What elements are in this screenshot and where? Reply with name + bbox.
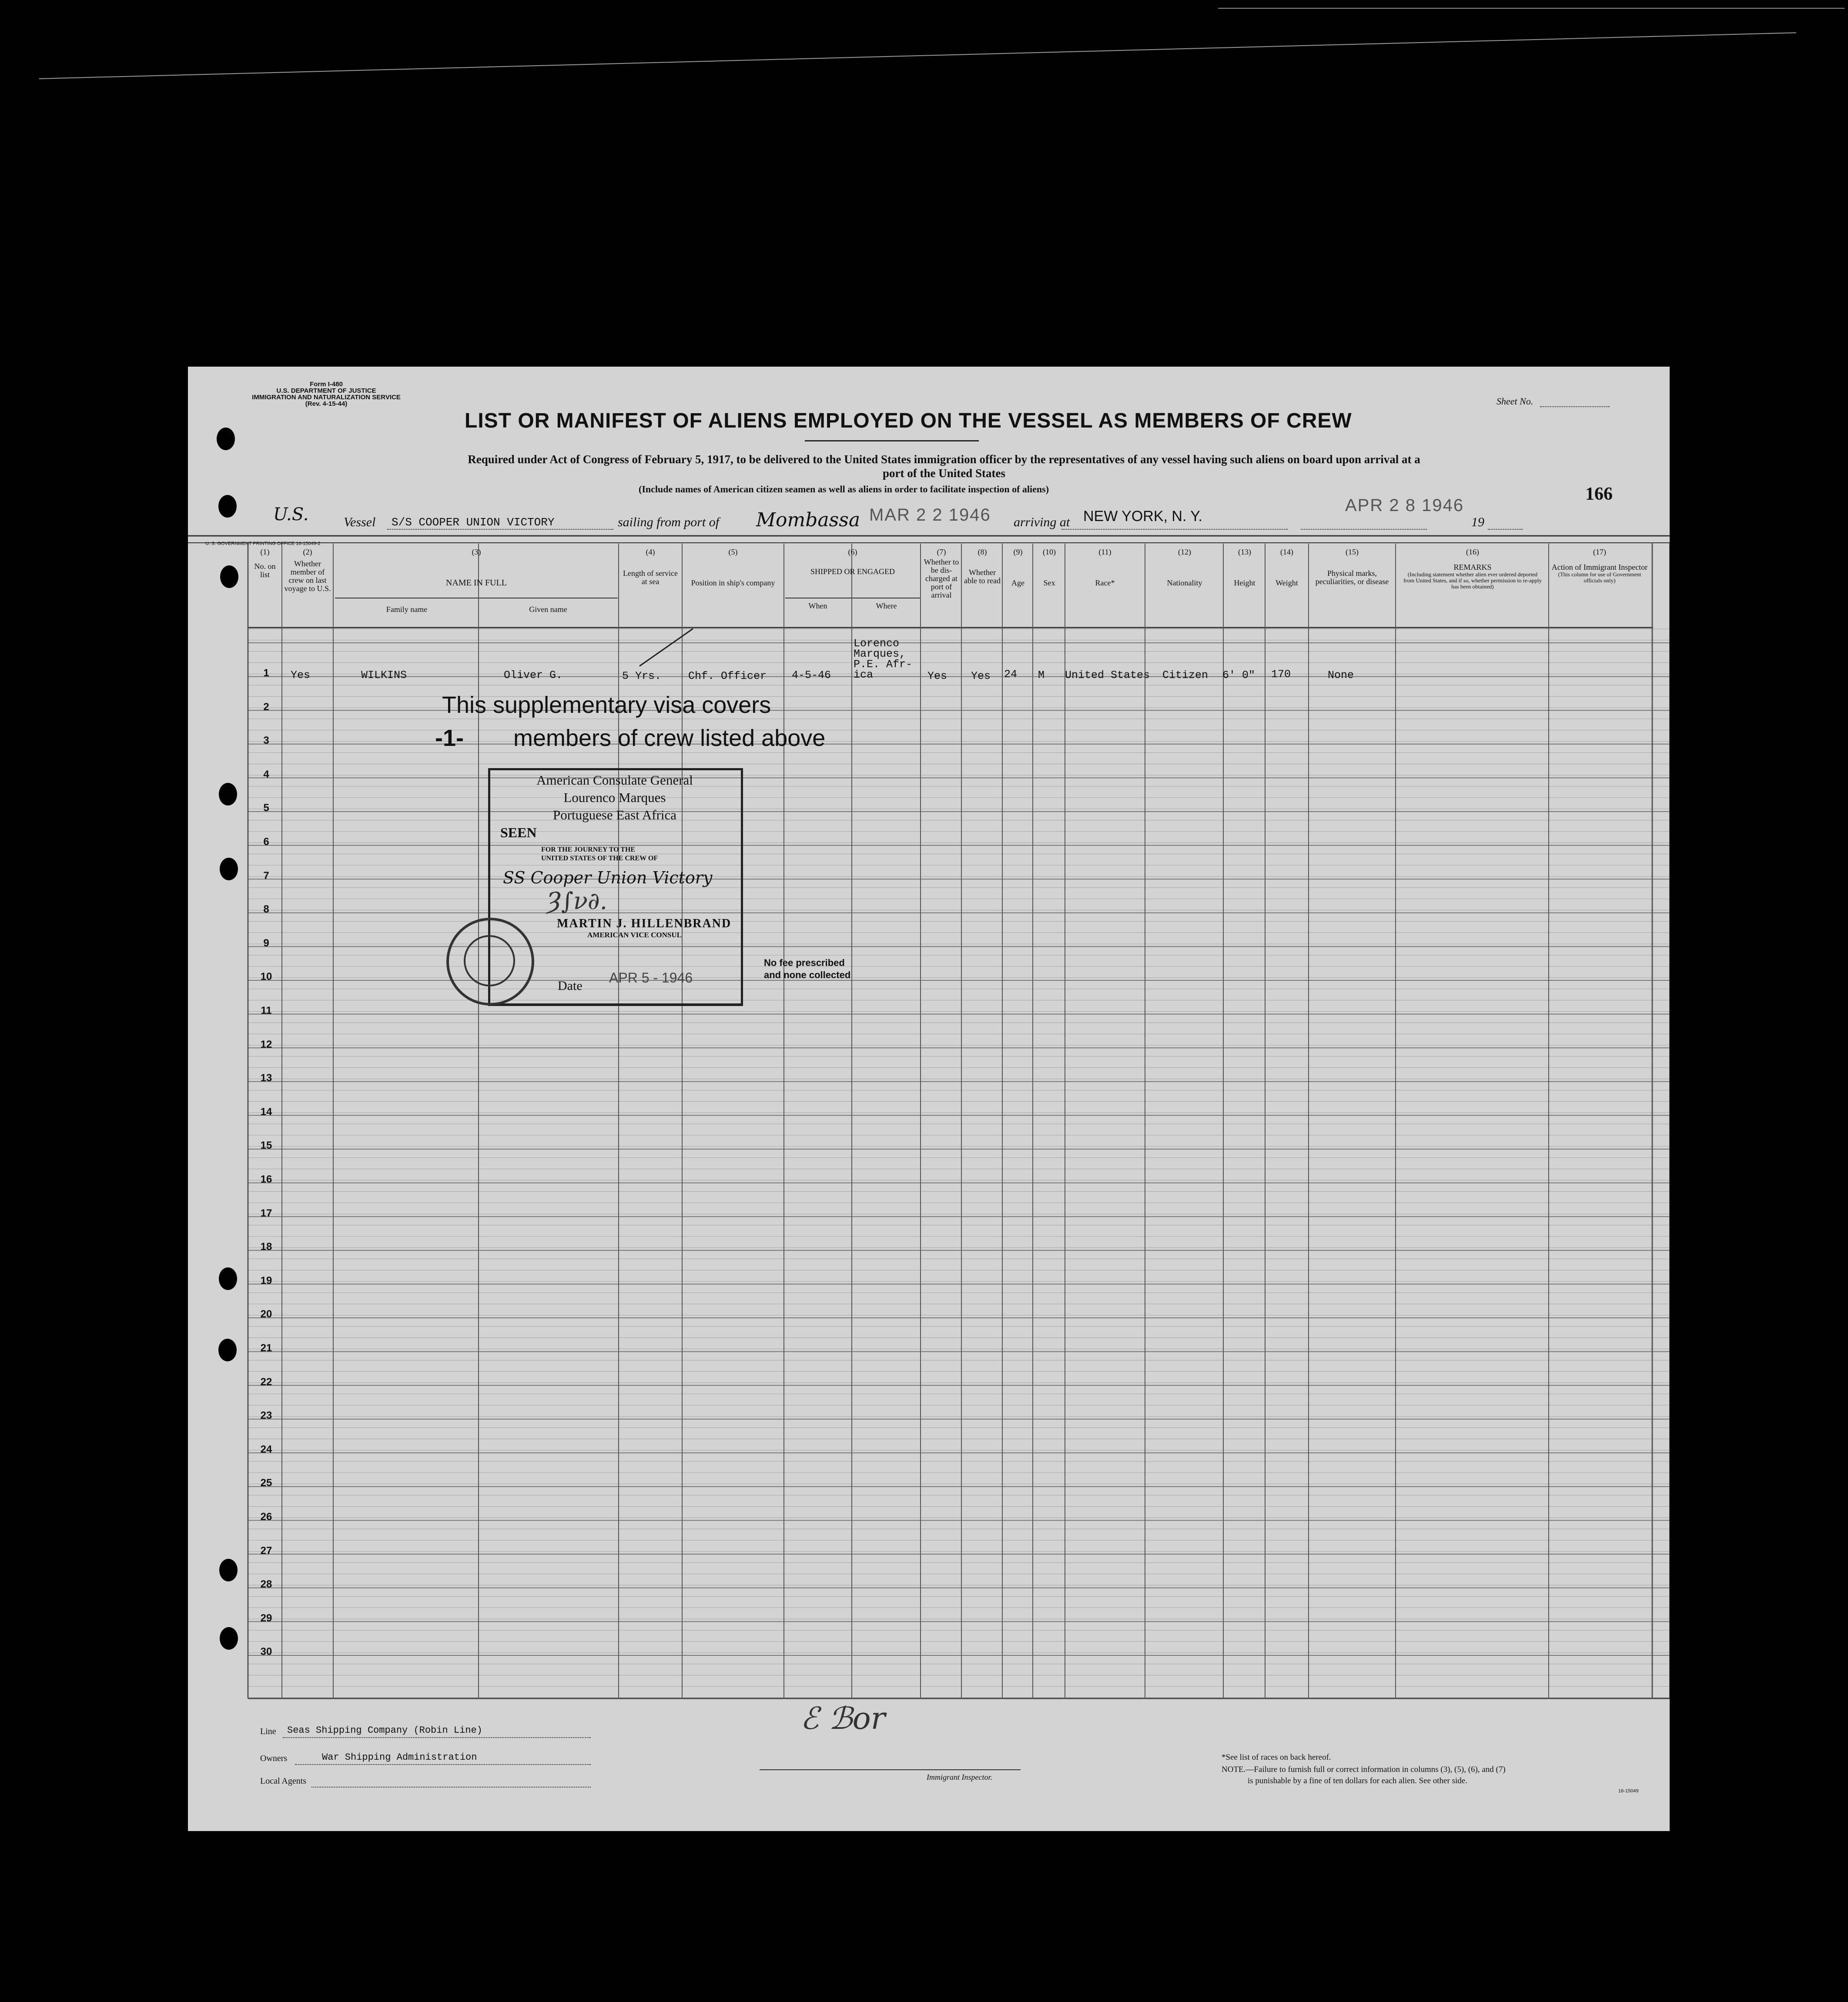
row-number: 3: [263, 735, 269, 747]
col-header-given: Given name: [529, 605, 567, 614]
row-number: 18: [260, 1241, 272, 1253]
col-header-family: Family name: [386, 605, 428, 614]
col-header-sex: Sex: [1043, 578, 1055, 587]
col-number: (7): [937, 548, 946, 556]
binder-hole: [220, 1627, 238, 1650]
col-header-where: Where: [876, 602, 897, 610]
col-number: (4): [646, 548, 655, 556]
consulate-city: Lourenco Marques: [563, 790, 666, 805]
binder-hole: [219, 783, 237, 805]
row-number: 5: [263, 802, 269, 814]
col-number: (9): [1013, 548, 1023, 556]
row-number: 8: [263, 903, 269, 916]
binder-hole: [219, 1267, 237, 1290]
row-number: 29: [260, 1612, 272, 1624]
row-number: 23: [260, 1410, 272, 1422]
nationality: Citizen: [1162, 669, 1209, 682]
row-number: 26: [260, 1511, 272, 1523]
page-title: LIST OR MANIFEST OF ALIENS EMPLOYED ON THE VESSEL AS MEMBERS OF CREW: [465, 409, 1352, 432]
sheet-label: Sheet No.: [1496, 396, 1533, 407]
col-header-when: When: [808, 602, 827, 610]
age: 24: [1004, 668, 1018, 681]
row-number: 11: [261, 1005, 272, 1016]
col-number: (8): [978, 548, 987, 556]
scan-edge-line: [1218, 8, 1845, 9]
consulate-country: Portuguese East Africa: [552, 807, 677, 822]
col-number: (11): [1098, 548, 1111, 556]
arriving-label: arriving at: [1014, 515, 1070, 529]
col-header-action: Action of Immigrant Inspector: [1551, 563, 1648, 572]
col-number: (12): [1178, 548, 1191, 556]
discharged: Yes: [927, 670, 947, 682]
race: United States: [1065, 669, 1150, 682]
binder-hole: [219, 1559, 238, 1581]
row-number: 15: [260, 1140, 272, 1152]
binder-hole: [217, 428, 235, 450]
consulate-name: American Consulate General: [536, 772, 693, 788]
service: IMMIGRATION AND NATURALIZATION SERVICE: [252, 394, 401, 401]
where-line: ica: [854, 668, 874, 681]
col-header-action-note: (This column for use of Government officials only): [1558, 571, 1641, 584]
stamp-crew: UNITED STATES OF THE CREW OF: [541, 855, 658, 862]
shipped-where: [854, 638, 912, 680]
col-number: (2): [303, 548, 312, 556]
row-number: 1: [263, 667, 269, 679]
fine-note-1: NOTE.—Failure to furnish full or correct information in columns (3), (5), (6), and (7): [1222, 1765, 1506, 1774]
row-number: 19: [260, 1274, 272, 1287]
col-header-weight: Weight: [1276, 578, 1298, 587]
form-number: Form I-480: [310, 381, 343, 388]
col-number: (10): [1043, 548, 1056, 556]
form-header: [248, 381, 405, 407]
col-header-position: Position in ship's company: [691, 578, 775, 587]
agents-label: Local Agents: [260, 1776, 307, 1786]
where-line: Lorenco: [854, 637, 900, 650]
visa-stamp-line2: members of crew listed above: [513, 725, 826, 751]
row-number: 9: [263, 937, 269, 949]
row-number: 10: [260, 971, 272, 983]
service-length: 5 Yrs.: [622, 670, 662, 682]
row-number: 13: [260, 1072, 272, 1084]
row-number: 12: [260, 1038, 272, 1050]
margin-handwriting: U.S.: [273, 505, 309, 525]
port-from: Mombassa: [756, 509, 860, 531]
col-header-remarks-note: (Including statement whether alien ever ordered deported from United States, and if so, whether permission to re-apply has been obtained): [1403, 571, 1542, 590]
row-number: 21: [260, 1342, 272, 1354]
given-name: Oliver G.: [504, 669, 563, 682]
col-number: (17): [1593, 548, 1606, 556]
position: Chf. Officer: [688, 670, 767, 682]
row-number: 6: [263, 836, 269, 848]
binder-hole: [218, 495, 237, 518]
able-to-read: Yes: [971, 670, 991, 682]
col-header-discharged: Whether to be dis-charged at port of arrival: [924, 558, 959, 599]
arrival-date-stamp: APR 2 8 1946: [1345, 496, 1464, 515]
visa-stamp-line1: This supplementary visa covers: [442, 692, 771, 718]
sex: M: [1038, 669, 1045, 682]
seen-label: SEEN: [500, 825, 537, 840]
col-header-read: Whether able to read: [964, 568, 1001, 585]
subtitle-line2: port of the United States: [883, 467, 1005, 480]
fee-note: and none collected: [764, 969, 851, 980]
vessel-name: S/S COOPER UNION VICTORY: [392, 516, 555, 529]
consul-name: MARTIN J. HILLENBRAND: [557, 917, 732, 930]
vessel-label: Vessel: [344, 515, 376, 529]
row-number: 28: [260, 1578, 272, 1591]
stamp-journey: FOR THE JOURNEY TO THE: [541, 846, 636, 853]
col-header-shipped: SHIPPED OR ENGAGED: [810, 567, 895, 576]
col-header-marks: Physical marks, peculiarities, or disease: [1315, 569, 1389, 586]
weight: 170: [1271, 668, 1291, 681]
inspector-label: Immigrant Inspector.: [927, 1773, 992, 1781]
row-number: 4: [263, 768, 269, 780]
form-code: 16-15049: [1618, 1788, 1639, 1794]
col-number: (3): [472, 548, 481, 556]
sailing-date-stamp: MAR 2 2 1946: [869, 505, 991, 525]
scan-edge-line: [39, 32, 1796, 79]
col-header-crew: Whether member of crew on last voyage to U.S.: [284, 559, 331, 593]
department: U.S. DEPARTMENT OF JUSTICE: [276, 387, 376, 394]
visa-stamp-count: -1-: [435, 725, 464, 751]
fine-note-2: is punishable by a fine of ten dollars for each alien. See other side.: [1248, 1776, 1467, 1785]
row-number: 25: [260, 1477, 272, 1489]
owners-label: Owners: [260, 1754, 288, 1763]
row-number: 20: [260, 1308, 272, 1320]
subtitle: [261, 452, 1627, 480]
row-number: 14: [260, 1106, 272, 1118]
row-number: 24: [260, 1443, 272, 1455]
col-number: (14): [1280, 548, 1293, 556]
shipped-when: 4-5-46: [792, 669, 831, 682]
stamp-date-label: Date: [558, 979, 583, 993]
page-number: 166: [1585, 484, 1613, 504]
revision: (Rev. 4-15-44): [305, 400, 348, 408]
col-number: (6): [848, 548, 857, 556]
col-number: (5): [728, 548, 738, 556]
line-value: Seas Shipping Company (Robin Line): [287, 1725, 482, 1736]
row-number: 7: [263, 869, 269, 882]
col-header-name: NAME IN FULL: [446, 578, 507, 588]
row-number: 2: [263, 701, 269, 713]
stamp-ship-handwriting: SS Cooper Union Victory: [503, 868, 713, 887]
row-number: 22: [260, 1376, 272, 1388]
sheet-line: [1540, 406, 1610, 407]
binder-hole: [218, 1339, 237, 1361]
port-to: NEW YORK, N. Y.: [1083, 508, 1202, 525]
row-number: 16: [260, 1173, 272, 1185]
col-header-race: Race*: [1095, 578, 1115, 587]
binder-hole: [220, 565, 238, 588]
row-number: 30: [260, 1646, 272, 1658]
col-header-height: Height: [1234, 578, 1255, 587]
row-number: 27: [260, 1544, 272, 1557]
sailing-label: sailing from port of: [618, 515, 720, 529]
consul-title: AMERICAN VICE CONSUL: [587, 931, 682, 939]
where-line: Marques,: [854, 648, 906, 660]
stamp-date: APR 5 - 1946: [609, 970, 693, 986]
where-line: P.E. Afr-: [854, 658, 913, 671]
physical-marks: None: [1328, 669, 1354, 682]
subtitle-line1: Required under Act of Congress of February 5, 1917, to be delivered to the United States immigration officer by the representatives of any vessel having such aliens on board upon arrival at a: [468, 453, 1420, 466]
col-header-remarks: REMARKS: [1453, 563, 1492, 572]
include-note: (Include names of American citizen seamen as well as aliens in order to facilitate inspection of aliens): [639, 484, 1049, 495]
fee-note: No fee prescribed: [764, 957, 845, 968]
col-header-no: No. on list: [254, 562, 276, 579]
col-header-age: Age: [1011, 578, 1024, 587]
col-number: (15): [1346, 548, 1359, 556]
consular-seal: [446, 918, 534, 1006]
owners-value: War Shipping Administration: [322, 1752, 477, 1763]
family-name: WILKINS: [361, 669, 407, 682]
inspector-signature: ℰ ℬ𝑜𝑟: [800, 1701, 886, 1736]
col-number: (13): [1238, 548, 1251, 556]
col-header-nationality: Nationality: [1167, 578, 1202, 587]
col-header-service: Length of service at sea: [623, 569, 678, 586]
height: 6' 0": [1222, 669, 1255, 682]
col-number: (16): [1466, 548, 1479, 556]
consul-signature: Ȝ∫ν∂.: [546, 887, 607, 915]
year-label: 19: [1471, 515, 1484, 529]
title-rule: [805, 440, 979, 441]
print-office: U. S. GOVERNMENT PRINTING OFFICE 16-15049-2: [205, 541, 321, 546]
binder-hole: [220, 858, 238, 880]
crew-last-voyage: Yes: [291, 669, 311, 682]
row-number: 17: [260, 1207, 272, 1219]
line-label: Line: [260, 1727, 276, 1736]
col-number: (1): [260, 548, 270, 556]
races-note: *See list of races on back hereof.: [1222, 1753, 1331, 1762]
